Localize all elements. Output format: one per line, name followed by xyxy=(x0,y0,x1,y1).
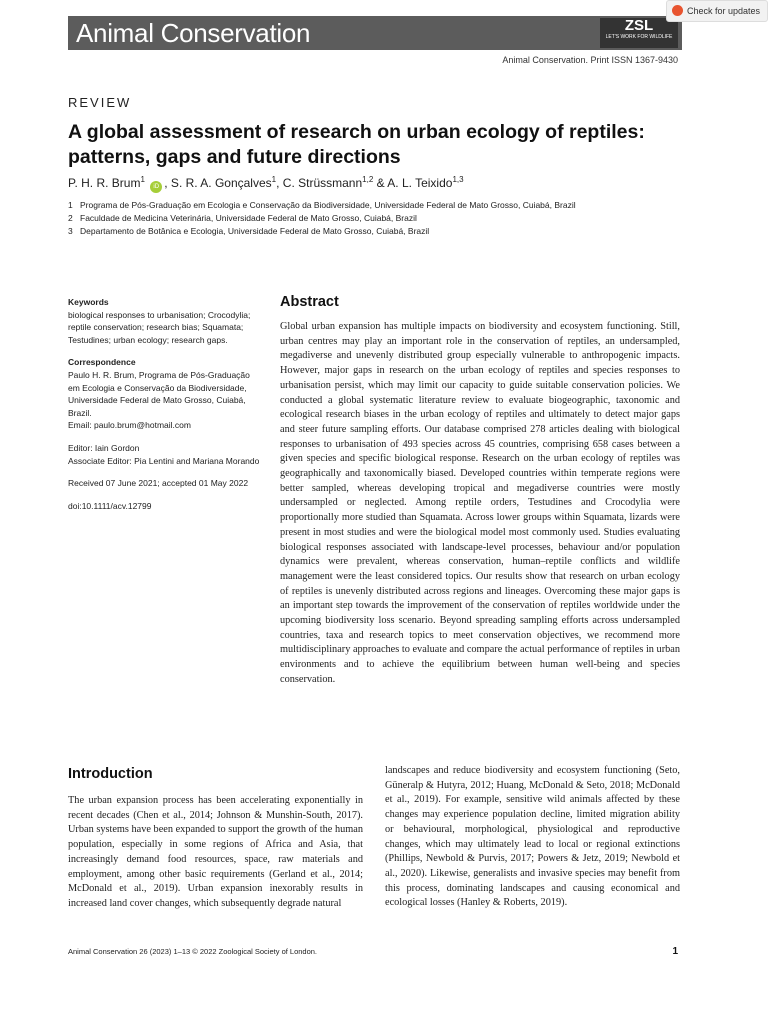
correspondence-heading: Correspondence xyxy=(68,357,136,368)
issn-line: Animal Conservation. Print ISSN 1367-9430 xyxy=(502,55,678,65)
author-affiliation-ref: 1,2 xyxy=(362,175,374,184)
correspondence-text: Paulo H. R. Brum, Programa de Pós-Graduação em Ecologia e Conservação da Biodiversidade, Universidade Federal de Mato Grosso, Cuiabá, Brazil. xyxy=(68,369,250,418)
check-for-updates-label: Check for updates xyxy=(687,6,761,16)
correspondence-email[interactable]: Email: paulo.brum@hotmail.com xyxy=(68,420,191,431)
zsl-logo xyxy=(600,18,678,48)
keywords-text: biological responses to urbanisation; Crocodylia; reptile conservation; research bias; Squamata; Testudines; urban ecology; research gaps. xyxy=(68,309,251,345)
journal-banner xyxy=(68,16,682,50)
editor-text: Editor: Iain Gordon xyxy=(68,442,140,453)
introduction-heading: Introduction xyxy=(68,766,153,782)
article-section: REVIEW xyxy=(68,95,132,110)
page-number: 1 xyxy=(672,946,678,957)
affiliation-item: 2 Faculdade de Medicina Veterinária, Universidade Federal de Mato Grosso, Cuiabá, Brazil xyxy=(68,213,417,223)
orcid-icon[interactable]: iD xyxy=(150,181,162,193)
journal-title: Animal Conservation xyxy=(76,18,311,48)
author-list xyxy=(68,175,464,193)
author-name: & A. L. Teixido xyxy=(373,176,453,190)
zsl-logo-tagline: LET'S WORK FOR WILDLIFE xyxy=(605,34,673,40)
author-name: P. H. R. Brum xyxy=(68,176,141,190)
introduction-column-2: landscapes and reduce biodiversity and ecosystem functioning (Seto, Güneralp & Hutyra, 2012; Huang, McDonald & Seto, 2018; McDonald et al., 2019). For example, sensitive wild animals affected by these changes may experience population decline, limited migration ability or behavioural, morphological, physiological and reproductive changes, which may ultimately lead to local or regional extinctions (Phillips, Newbold & Purvis, 2017; Powers & Jetz, 2019; Newbold et al., 2020). Likewise, generalists and invasive species may benefit from this process, dominating landscapes and causing economical and ecological losses (Hanley & Roberts, 2019). xyxy=(385,765,680,909)
crossmark-icon xyxy=(672,5,683,16)
received-dates: Received 07 June 2021; accepted 01 May 2022 xyxy=(68,478,249,489)
doi-link[interactable]: doi:10.1111/acv.12799 xyxy=(68,500,152,511)
associate-editor-text: Associate Editor: Pia Lentini and Mariana Morando xyxy=(68,455,260,466)
introduction-column-1: The urban expansion process has been accelerating exponentially in recent decades (Chen et al., 2014; Johnson & Munshin-South, 2017). Urban systems have been expanded to support the growth of the human population, especially in some regions of Africa and Asia, that increasingly demand food resources, space, raw materials and employment, among other basic requirements (Gerland et al., 2014; McDonald et al., 2019). Urban expansion inexorably results in increased land cover changes, which subsequently degrade natural xyxy=(68,795,363,909)
keywords-heading: Keywords xyxy=(68,297,109,307)
check-for-updates-button[interactable] xyxy=(666,0,768,22)
article-title: A global assessment of research on urban ecology of reptiles: patterns, gaps and future directions xyxy=(68,121,645,168)
zsl-logo-text: ZSL xyxy=(624,17,654,34)
author-affiliation-ref: 1,3 xyxy=(452,175,464,184)
article-sidebar xyxy=(68,296,263,512)
author-affiliation-ref: 1 xyxy=(271,175,277,184)
author-name: , C. Strüssmann xyxy=(276,176,363,190)
abstract-heading: Abstract xyxy=(280,294,339,310)
abstract-text: Global urban expansion has multiple impacts on biodiversity and ecosystem functioning. Still, urban centres may play an important role in the conservation of reptiles, an undersampled, megadiverse and unevenly distributed group especially vulnerable to anthropogenic impacts. However, major gaps in research on the urban ecology of reptiles and species responses to urbanisation persist, which may limit our capacity to guide suitable conservation policies. We conducted a global systematic literature review to evaluate biogeographic, taxonomic and ecological research biases in the urban ecology of reptiles and ultimately to detect major gaps and steer future sampling efforts. Our database comprised 278 articles dealing with biological responses to urbanisation of 493 species across 45 countries, comprising 658 cases between a given species and specific biological response. Research on the urban ecology of reptiles was geographically and taxonomically biased. Developed countries within temperate regions were better sampled, whereas developing tropical and megadiverse countries were mostly undersampled or neglected. Among reptile orders, Testudines and Crocodylia were proportionally more studied than Squamata. Across lower groups within Squamata, lizards were present in most studies and were the biological model most commonly used. Studies evaluating biological responses associated with landscape-level processes, behaviour and/or population dynamics were prevalent, whereas conservation, human–reptile conflicts and wildlife management were the least considered topics. Our results show that research on urban ecology of reptiles is unevenly distributed across regions and lineages. Overcoming these major gaps is an important step towards the improvement of the conservation of reptiles worldwide under the upcoming biodiversity loss scenario. Beyond spreading sampling efforts across undersampled countries, taxa and research topics to meet conservation objectives, we recommend more multidisciplinary approaches to evaluate and compare the actual performance of reptiles in urban environments and to achieve the equilibrium between human well-being and species conservation. xyxy=(280,321,680,685)
footer-citation: Animal Conservation 26 (2023) 1–13 © 2022 Zoological Society of London. xyxy=(68,947,318,956)
affiliation-item: 3 Departamento de Botânica e Ecologia, Universidade Federal de Mato Grosso, Cuiabá, Brazil xyxy=(68,226,430,236)
affiliation-item: 1 Programa de Pós-Graduação em Ecologia e Conservação da Biodiversidade, Universidade Federal de Mato Grosso, Cuiabá, Brazil xyxy=(68,200,576,210)
author-name: , S. R. A. Gonçalves xyxy=(164,176,272,190)
affiliations xyxy=(68,199,576,238)
author-affiliation-ref: 1 xyxy=(140,175,145,184)
